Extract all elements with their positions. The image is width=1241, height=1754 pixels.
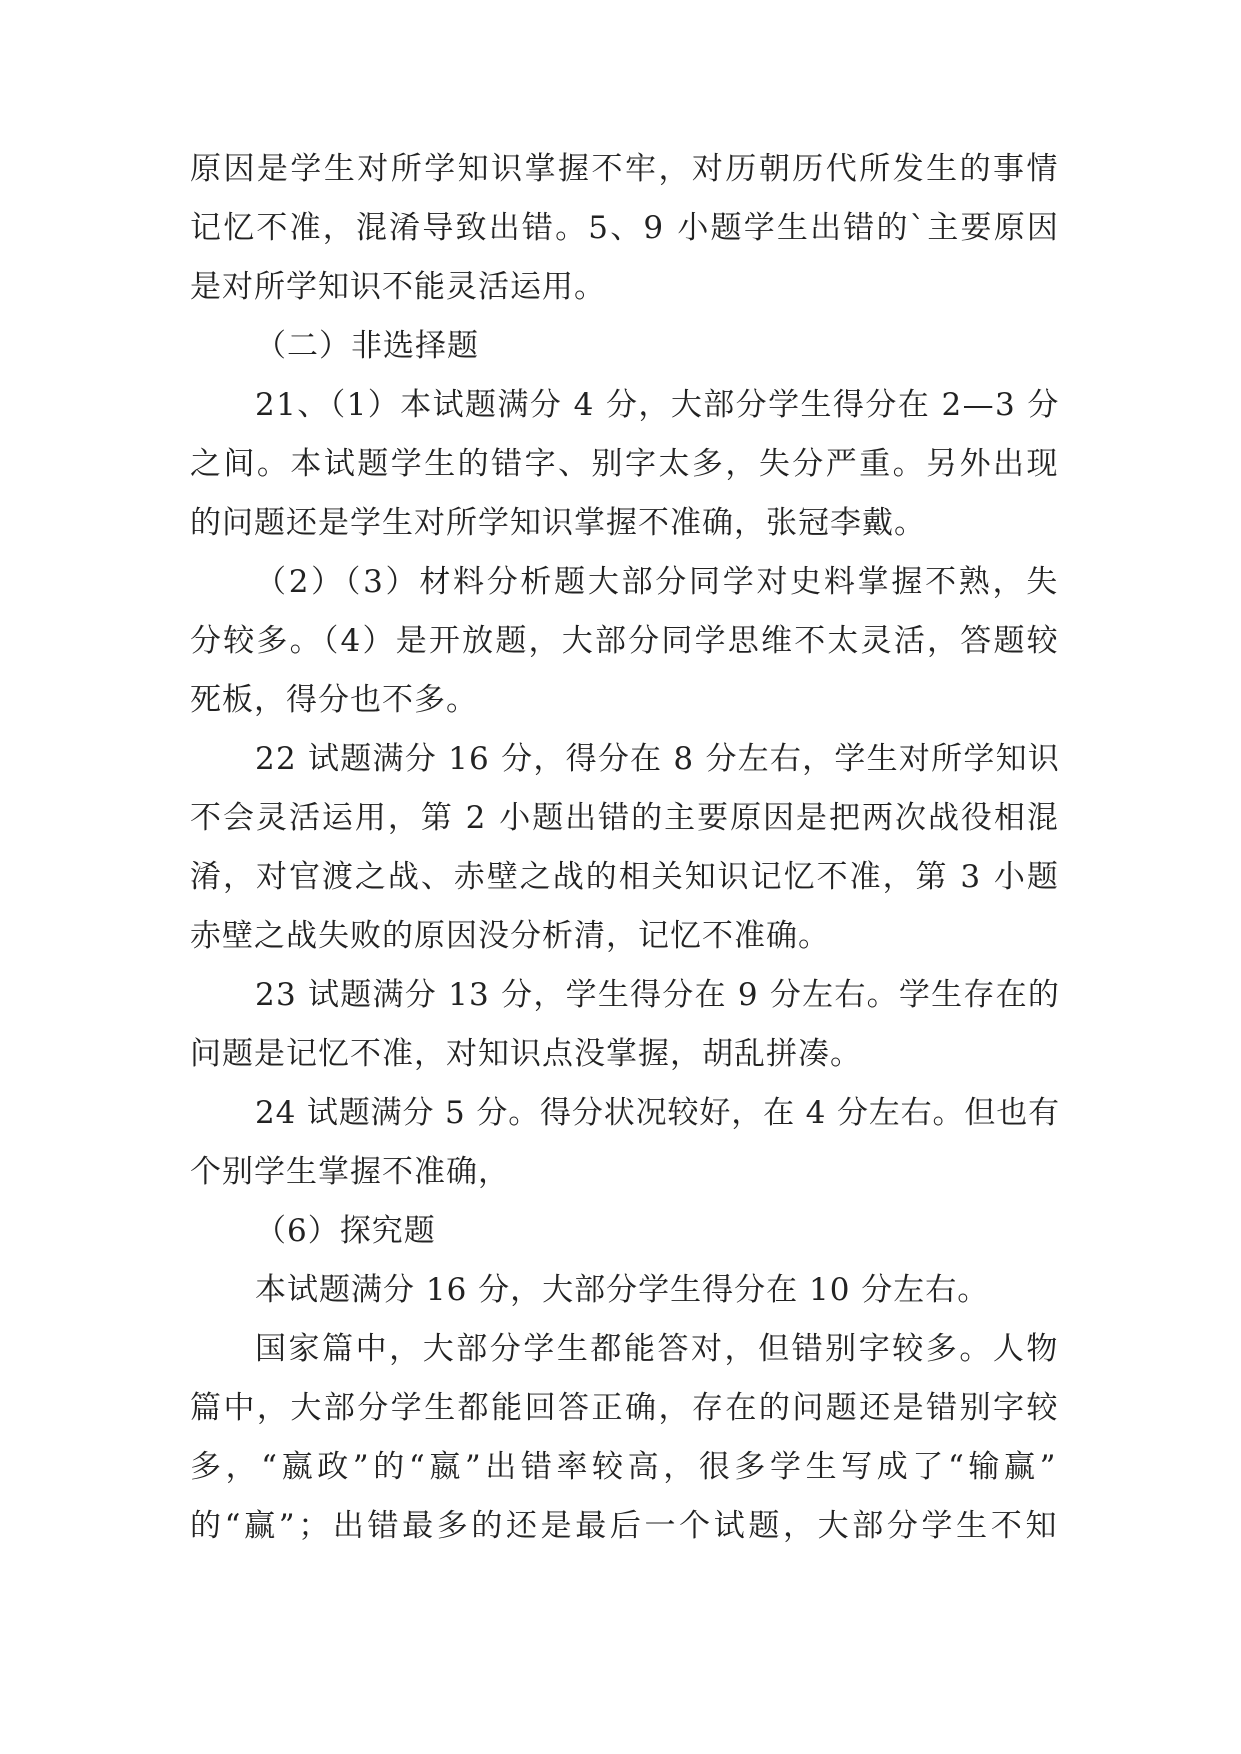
text-line: 21、（1）本试题满分 4 分，大部分学生得分在 2—3 分 xyxy=(255,387,1060,423)
text-line: 淆，对官渡之战、赤壁之战的相关知识记忆不准，第 3 小题 xyxy=(190,859,1060,895)
text-line: 之间。本试题学生的错字、别字太多，失分严重。另外出现 xyxy=(190,446,1060,482)
text-line: 本试题满分 16 分，大部分学生得分在 10 分左右。 xyxy=(255,1272,990,1308)
text-line: 篇中，大部分学生都能回答正确，存在的问题还是错别字较 xyxy=(190,1390,1060,1426)
text-line: 问题是记忆不准，对知识点没掌握，胡乱拼凑。 xyxy=(190,1036,862,1072)
text-line: 多，“嬴政”的“嬴”出错率较高，很多学生写成了“输赢” xyxy=(190,1449,1061,1485)
text-line: 个别学生掌握不准确， xyxy=(190,1154,510,1190)
text-line: 不会灵活运用，第 2 小题出错的主要原因是把两次战役相混 xyxy=(190,800,1060,836)
text-line: 24 试题满分 5 分。得分状况较好，在 4 分左右。但也有 xyxy=(255,1095,1060,1131)
text-line: 原因是学生对所学知识掌握不牢，对历朝历代所发生的事情 xyxy=(190,151,1060,187)
text-line: 是对所学知识不能灵活运用。 xyxy=(190,269,606,305)
text-line: 记忆不准，混淆导致出错。5、9 小题学生出错的`主要原因 xyxy=(190,210,1061,246)
text-line: 赤壁之战失败的原因没分析清，记忆不准确。 xyxy=(190,918,830,954)
section-heading: （二）非选择题 xyxy=(255,328,479,364)
text-line: 死板，得分也不多。 xyxy=(190,682,478,718)
text-line: 23 试题满分 13 分，学生得分在 9 分左右。学生存在的 xyxy=(255,977,1061,1013)
section-heading: （6）探究题 xyxy=(255,1213,436,1249)
text-line: 的“赢”；出错最多的还是最后一个试题，大部分学生不知 xyxy=(190,1508,1061,1544)
text-line: 22 试题满分 16 分，得分在 8 分左右，学生对所学知识 xyxy=(255,741,1061,777)
text-line: 国家篇中，大部分学生都能答对，但错别字较多。人物 xyxy=(255,1331,1060,1367)
text-line: （2）（3）材料分析题大部分同学对史料掌握不熟，失 xyxy=(255,564,1060,600)
text-line: 分较多。（4）是开放题，大部分同学思维不太灵活，答题较 xyxy=(190,623,1060,659)
text-line: 的问题还是学生对所学知识掌握不准确，张冠李戴。 xyxy=(190,505,926,541)
